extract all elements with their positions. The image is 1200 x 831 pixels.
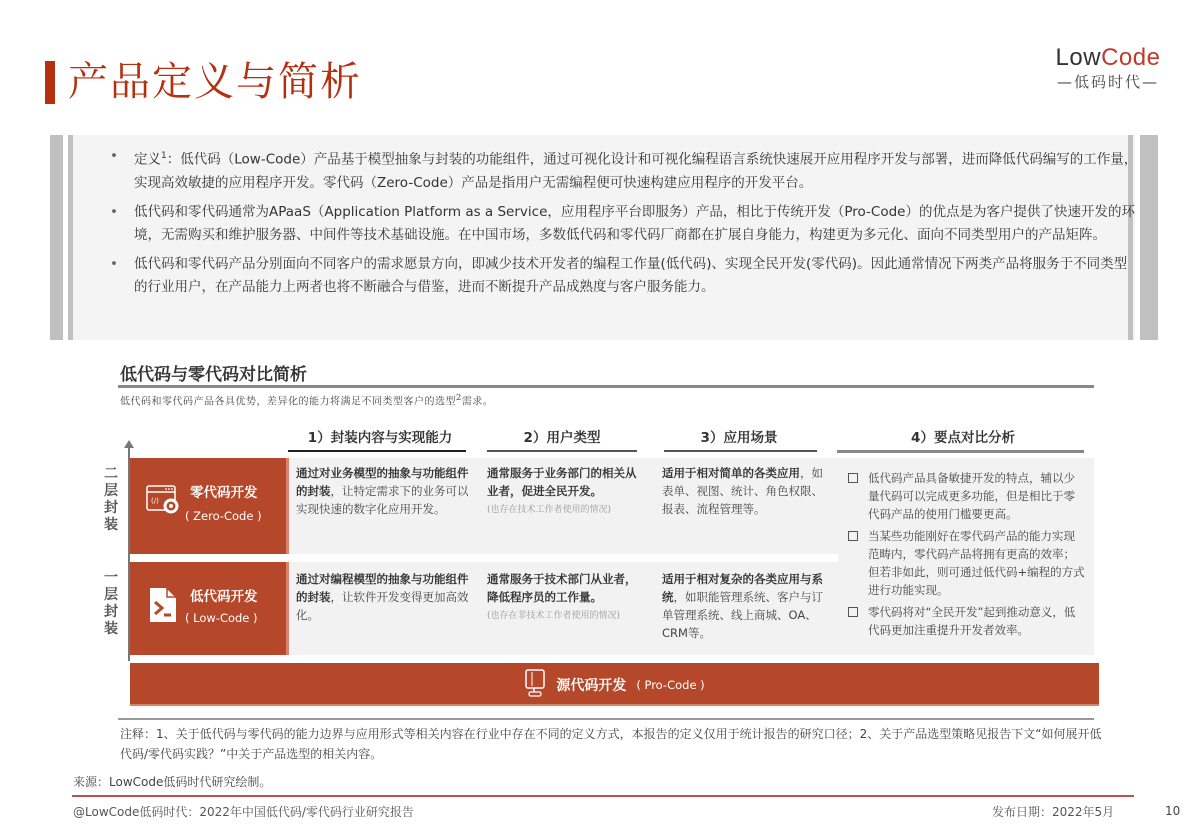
definition-item (108, 253, 1138, 299)
scenario-bold: 适用于相对简单的各类应用 (662, 466, 800, 480)
title-accent-bar (45, 61, 55, 104)
logo-low: Low (1055, 44, 1102, 71)
analysis-item (848, 527, 1086, 599)
user-type-note: (也存在非技术工作者使用的情况) (487, 611, 621, 621)
definition-list (108, 145, 1138, 305)
page-number: 10 (1165, 804, 1181, 818)
row-card-low-code (130, 562, 286, 655)
column-header-capability: 1）封装内容与实现能力 (307, 430, 453, 446)
user-type-cell (487, 464, 647, 517)
capability-text: ，让软件开发变得更加高效化。 (296, 590, 469, 622)
terminal-file-icon (148, 586, 178, 628)
user-type-note: (也存在技术工作者使用的情况) (487, 505, 612, 515)
card-subtitle: ( Low-Code ) (185, 611, 258, 625)
comparison-subtitle (120, 392, 493, 407)
column-rule (487, 450, 637, 452)
scenario-text: ，如职能管理系统、客户与订单管理系统、线上商城、OA、CRM等。 (662, 590, 823, 640)
pro-code-content (524, 663, 704, 706)
scenario-cell (662, 570, 827, 642)
checkbox-square-icon (848, 531, 858, 541)
definition-text: 低代码和零代码通常为APaaS（Application Platform as a Service，应用程序平台即服务）产品，相比于传统开发（Pro-Code）的优点是为客户提供了快速开发的环境，无需购买和维护服务器、中间件等技术基础设施。在中国市场，多数低代码和零代码厂商都在扩展自身能力，构建更为多元化、面向不同类型用户的产品矩阵。 (134, 203, 1135, 243)
user-type-bold: 通常服务于业务部门的相关从业者，促进全民开发。 (487, 466, 637, 498)
column-header-user-type: 2）用户类型 (523, 430, 601, 446)
note-divider (118, 718, 1094, 720)
source-line: 来源：LowCode低码时代研究绘制。 (73, 775, 272, 789)
card-title: 零代码开发 (190, 485, 258, 501)
column-rule (664, 450, 817, 452)
capability-bold: 通过对业务模型的抽象与功能组件的封装 (296, 466, 469, 498)
analysis-text: 低代码产品具备敏捷开发的特点，辅以少量代码可以完成更多功能，但是相比于零代码产品的使用门槛要更高。 (868, 471, 1075, 521)
card-subtitle: ( Zero-Code ) (185, 509, 262, 523)
window-code-gear-icon (145, 482, 181, 522)
capability-cell (296, 570, 471, 624)
capability-text: ，让特定需求下的业务可以实现快速的数字化应用开发。 (296, 484, 469, 516)
footnote: 注释：1、关于低代码与零代码的能力边界与应用形式等相关内容在行业中存在不同的定义方式，本报告的定义仅用于统计报告的研究口径；2、关于产品选型策略见报告下文“如何展开低代码/零代码实践？”中关于产品选型的相关内容。 (120, 727, 1102, 761)
comparison-title: 低代码与零代码对比简析 (120, 365, 307, 385)
scenario-text: ，如表单、视图、统计、角色权限、报表、流程管理等。 (662, 466, 823, 516)
desktop-monitor-icon (524, 668, 546, 702)
column-header-scenario: 3）应用场景 (700, 430, 778, 446)
scenario-cell (662, 464, 827, 518)
layer-label-lower: 一层封装 (104, 570, 118, 637)
pro-code-subtitle: ( Pro-Code ) (636, 677, 705, 692)
footnote-ref: 2 (456, 392, 462, 402)
subtitle-text: 低代码和零代码产品各具优势，差异化的能力将满足不同类型客户的选型 (120, 396, 456, 408)
capability-bold: 通过对编程模型的抽象与功能组件的封装 (296, 572, 469, 604)
definition-text: 低代码和零代码产品分别面向不同客户的需求愿景方向，即减少技术开发者的编程工作量(低代码)、实现全民开发(零代码)。因此通常情况下两类产品将服务于不同类型的行业用户，在产品能力上两者也将不断融合与借鉴，进而不断提升产品成熟度与客户服务能力。 (134, 255, 1128, 295)
scenario-bold: 适用于相对复杂的各类应用与系统 (662, 572, 823, 604)
analysis-text: 零代码将对“全民开发”起到推动意义，低代码更加注重提升开发者效率。 (868, 605, 1076, 637)
analysis-text: 当某些功能刚好在零代码产品的能力实现范畴内，零代码产品将拥有更高的效率；但若非如此，则可通过低代码+编程的方式进行功能实现。 (868, 529, 1085, 597)
footer-divider (72, 795, 1134, 797)
report-attribution: @LowCode低码时代：2022年中国低代码/零代码行业研究报告 (73, 805, 414, 819)
capability-cell (296, 464, 471, 518)
svg-text:(/): (/) (151, 497, 159, 505)
logo-wordmark (1048, 44, 1168, 72)
pro-code-title: 源代码开发 (556, 677, 627, 694)
layer-label-upper: 二层封装 (104, 466, 118, 533)
panel-bar-right-outer (1140, 135, 1158, 340)
checkbox-square-icon (848, 473, 858, 483)
column-rule (837, 450, 1084, 453)
subtitle-text-end: 需求。 (461, 396, 494, 408)
analysis-panel (838, 463, 1094, 653)
row-card-zero-code (130, 458, 286, 554)
logo-tagline: —低码时代— (1056, 73, 1159, 91)
analysis-item (848, 469, 1086, 523)
pro-code-bar (130, 663, 1099, 706)
card-title: 低代码开发 (190, 589, 258, 605)
definition-lead: 定义 (134, 151, 161, 168)
page-title: 产品定义与简析 (68, 59, 362, 105)
column-rule (288, 450, 466, 452)
publish-date: 发布日期：2022年5月 (992, 805, 1115, 819)
user-type-bold: 通常服务于技术部门从业者，降低程序员的工作量。 (487, 572, 637, 604)
section-divider (118, 385, 1094, 388)
user-type-cell (487, 570, 647, 623)
logo-code: Code (1101, 44, 1161, 71)
analysis-item (848, 603, 1086, 639)
footnote-ref: 1 (161, 151, 167, 161)
definition-item (108, 201, 1138, 247)
definition-panel (50, 135, 1160, 340)
definition-text: ：低代码（Low-Code）产品基于模型抽象与封装的功能组件，通过可视化设计和可视化编程语言系统快速展开应用程序开发与部署，进而降低代码编写的工作量，实现高效敏捷的应用程序开发。零代码（Zero-Code）产品是指用户无需编程便可快速构建应用程序的开发平台。 (134, 151, 1138, 191)
column-header-analysis: 4）要点对比分析 (911, 430, 1015, 446)
panel-bar-left-outer (50, 135, 63, 340)
logo (1048, 44, 1168, 92)
checkbox-square-icon (848, 607, 858, 617)
definition-item (108, 145, 1138, 195)
